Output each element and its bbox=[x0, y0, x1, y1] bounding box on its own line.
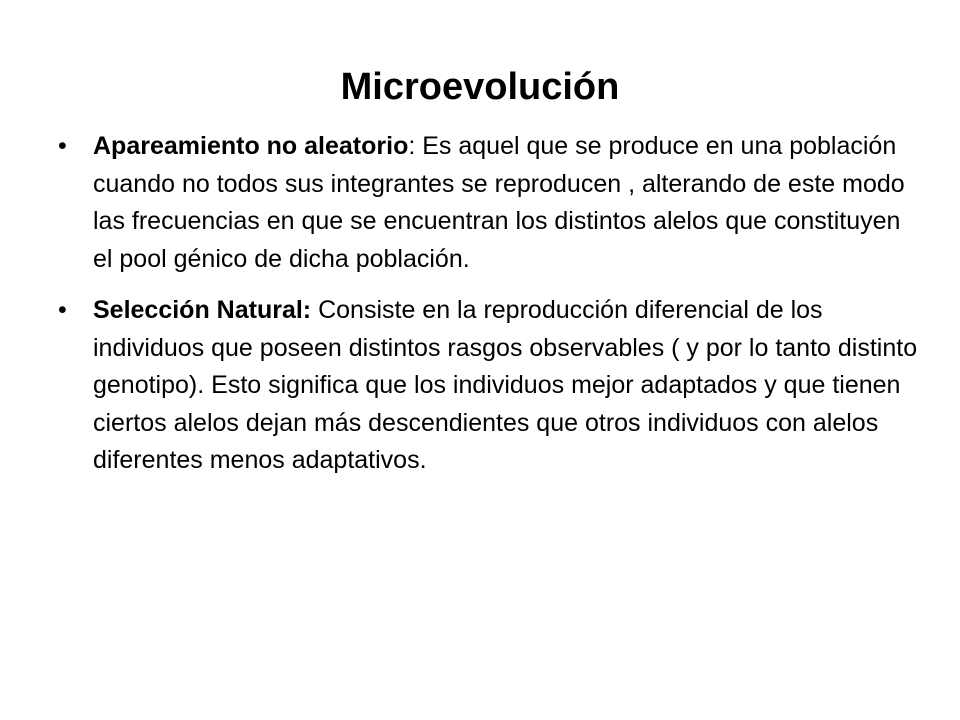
bullet-text: Consiste en la reproducción diferencial de los individuos que poseen distintos rasgos observables ( y por lo tanto distinto genotipo). Esto significa que los individuos mejor adaptados y que tienen ciertos alelos dejan más descendientes que otros individuos con alelos diferentes menos adaptativos. bbox=[93, 296, 918, 474]
bullet-list bbox=[58, 128, 918, 494]
slide-title: Microevolución bbox=[340, 66, 620, 108]
bullet-dot-icon: • bbox=[58, 296, 67, 324]
bullet-text: Es aquel que se produce en una población cuando no todos sus integrantes se reproducen , alterando de este modo las frecuencias en que se encuentran los distintos alelos que constituyen el pool génico de dicha población. bbox=[93, 132, 905, 273]
bullet-dot-icon: • bbox=[58, 132, 67, 160]
bullet-item-apareamiento bbox=[58, 128, 918, 278]
bullet-item-seleccion-natural bbox=[58, 292, 918, 480]
bullet-separator: : bbox=[408, 132, 416, 160]
bullet-term: Selección Natural: bbox=[93, 296, 312, 324]
bullet-term: Apareamiento no aleatorio bbox=[93, 132, 409, 160]
